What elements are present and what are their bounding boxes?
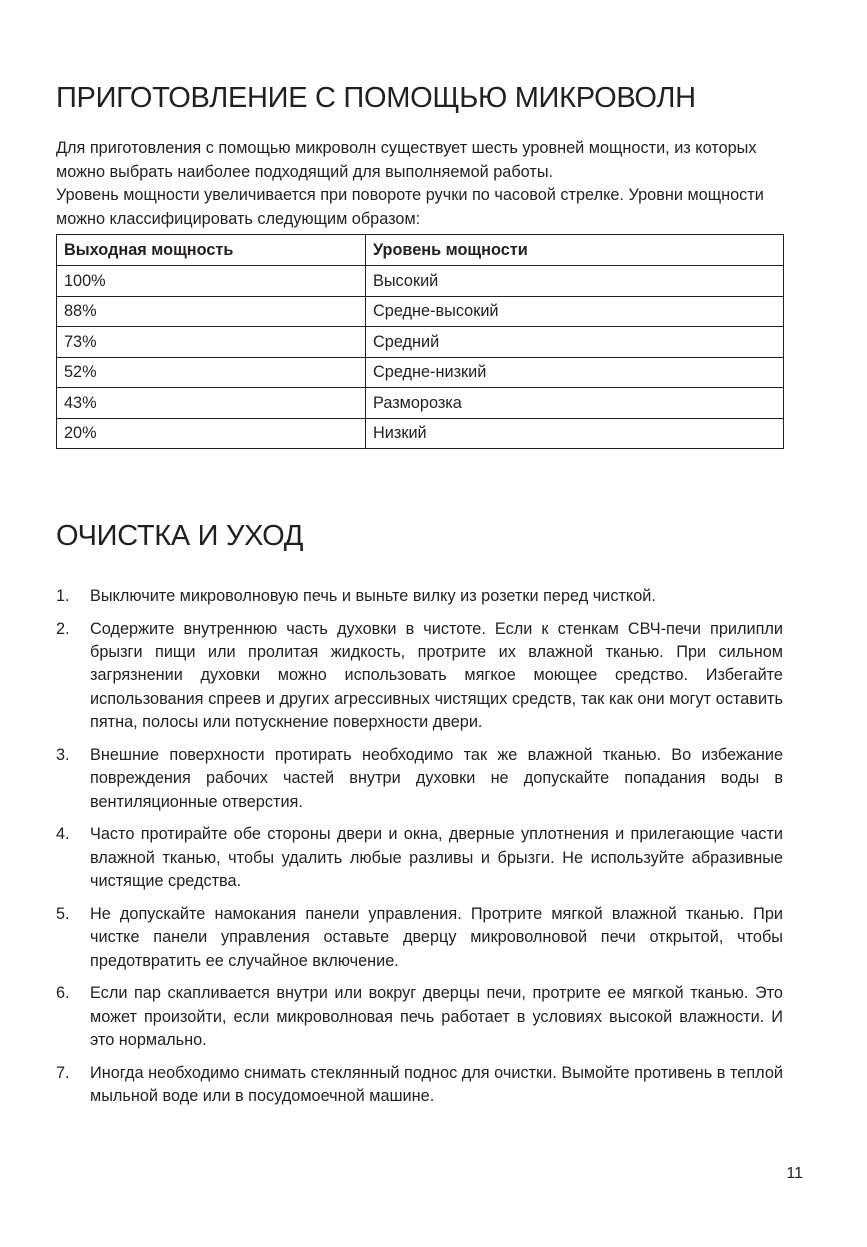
power-level-cell: Средне-высокий bbox=[366, 296, 784, 327]
column-header-power-level: Уровень мощности bbox=[366, 235, 784, 266]
step-number: 5. bbox=[56, 904, 70, 923]
table-header-row bbox=[57, 235, 784, 266]
step-text: Содержите внутреннюю часть духовки в чистоте. Если к стенкам СВЧ-печи прилипли брызги пищи или пролитая жидкость, протрите их влажной тканью. При сильном загрязнении духовки можно использовать мягкое моющее средство. Избегайте использования спреев и других агрессивных чистящих средств, так как они могут оставить пятна, полосы или потускнение поверхности двери. bbox=[90, 619, 783, 732]
page-number: 11 bbox=[786, 1165, 803, 1182]
table-row bbox=[57, 266, 784, 297]
section-title-cleaning-care: ОЧИСТКА И УХОД bbox=[56, 520, 304, 552]
step-number: 1. bbox=[56, 587, 70, 605]
step-text: Не допускайте намокания панели управления. Протрите мягкой влажной тканью. При чистке панели управления оставьте дверцу микроволновой печи открытой, чтобы предотвратить ее случайное включение. bbox=[90, 904, 783, 970]
intro-paragraph: Уровень мощности увеличивается при повороте ручки по часовой стрелке. Уровни мощности можно классифицировать следующим образом: bbox=[56, 186, 764, 228]
output-power-cell: 73% bbox=[57, 327, 366, 358]
power-level-cell: Разморозка bbox=[366, 388, 784, 419]
output-power-cell: 52% bbox=[57, 357, 366, 388]
cleaning-steps-list bbox=[56, 585, 783, 1118]
step-number: 6. bbox=[56, 984, 70, 1003]
column-header-output-power: Выходная мощность bbox=[57, 235, 366, 266]
step-number: 2. bbox=[56, 619, 70, 638]
table-row bbox=[57, 327, 784, 358]
list-item bbox=[56, 618, 783, 734]
step-number: 7. bbox=[56, 1063, 70, 1082]
power-level-cell: Высокий bbox=[366, 266, 784, 297]
table-row bbox=[57, 388, 784, 419]
list-item bbox=[56, 903, 783, 973]
step-number: 4. bbox=[56, 825, 70, 844]
intro-paragraph: Для приготовления с помощью микроволн существует шесть уровней мощности, из которых можно выбрать наиболее подходящий для выполняемой работы. bbox=[56, 139, 757, 181]
step-text: Выключите микроволновую печь и выньте вилку из розетки перед чисткой. bbox=[90, 587, 656, 605]
step-text: Часто протирайте обе стороны двери и окна, дверные уплотнения и прилегающие части влажной тканью, чтобы удалить любые разливы и брызги. Не используйте абразивные чистящие средства. bbox=[90, 825, 783, 891]
power-level-cell: Средний bbox=[366, 327, 784, 358]
output-power-cell: 43% bbox=[57, 388, 366, 419]
list-item bbox=[56, 982, 783, 1052]
power-levels-table bbox=[56, 234, 784, 449]
output-power-cell: 20% bbox=[57, 418, 366, 449]
list-item bbox=[56, 744, 783, 814]
power-level-cell: Средне-низкий bbox=[366, 357, 784, 388]
power-level-cell: Низкий bbox=[366, 418, 784, 449]
output-power-cell: 88% bbox=[57, 296, 366, 327]
step-text: Внешние поверхности протирать необходимо так же влажной тканью. Во избежание повреждения рабочих частей внутри духовки не допускайте попадания воды в вентиляционные отверстия. bbox=[90, 745, 783, 811]
step-text: Иногда необходимо снимать стеклянный поднос для очистки. Вымойте противень в теплой мыльной воде или в посудомоечной машине. bbox=[90, 1063, 783, 1106]
step-number: 3. bbox=[56, 745, 70, 764]
list-item bbox=[56, 1062, 783, 1109]
step-text: Если пар скапливается внутри или вокруг дверцы печи, протрите ее мягкой тканью. Это может произойти, если микроволновая печь работает в условиях высокой влажности. И это нормально. bbox=[90, 984, 783, 1050]
intro-text bbox=[56, 137, 783, 231]
table-row bbox=[57, 357, 784, 388]
table-row bbox=[57, 296, 784, 327]
list-item bbox=[56, 823, 783, 893]
output-power-cell: 100% bbox=[57, 266, 366, 297]
list-item bbox=[56, 585, 783, 608]
table-row bbox=[57, 418, 784, 449]
section-title-microwave-cooking: ПРИГОТОВЛЕНИЕ С ПОМОЩЬЮ МИКРОВОЛН bbox=[56, 82, 696, 114]
